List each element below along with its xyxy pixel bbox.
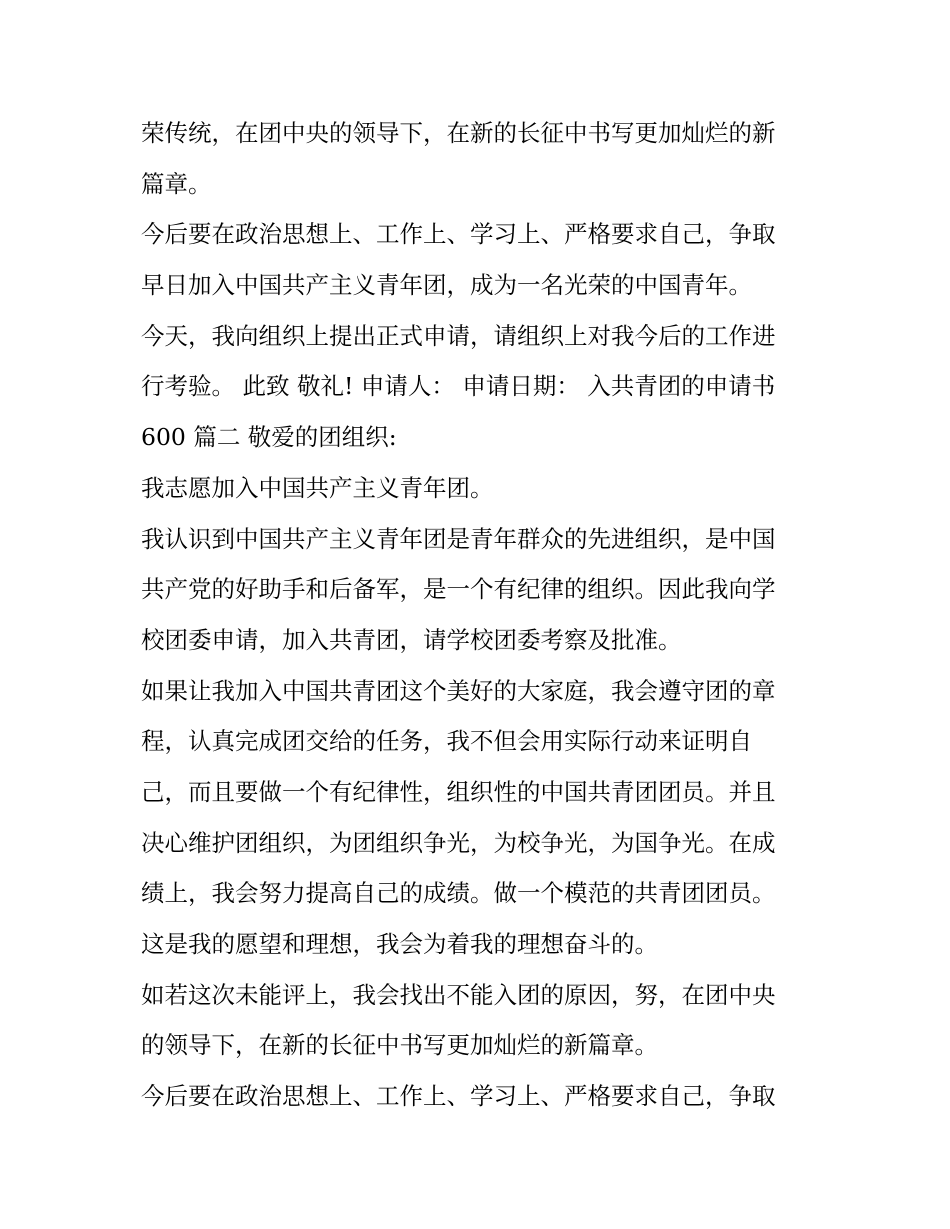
text-line: 的领导下，在新的长征中书写更加灿烂的新篇章。 bbox=[141, 1031, 658, 1060]
text-line: 己，而且要做一个有纪律性，组织性的中国共青团团员。并且 bbox=[141, 777, 776, 806]
text-line: 早日加入中国共产主义青年团，成为一名光荣的中国青年。 bbox=[141, 271, 752, 300]
text-line: 我志愿加入中国共产主义青年团。 bbox=[141, 473, 494, 502]
text-line: 程，认真完成团交给的任务，我不但会用实际行动来证明自 bbox=[141, 727, 752, 756]
text-line: 行考验。 此致 敬礼! 申请人： 申请日期： 入共青团的申请书 bbox=[141, 372, 776, 401]
text-line: 今后要在政治思想上、工作上、学习上、严格要求自己，争取 bbox=[141, 220, 776, 249]
text-line: 今天，我向组织上提出正式申请，请组织上对我今后的工作进 bbox=[141, 321, 776, 350]
body-text bbox=[141, 108, 821, 1122]
text-line: 如果让我加入中国共青团这个美好的大家庭，我会遵守团的章 bbox=[141, 676, 776, 705]
text-line: 决心维护团组织，为团组织争光，为校争光，为国争光。在成 bbox=[141, 828, 776, 857]
text-line: 共产党的好助手和后备军，是一个有纪律的组织。因此我向学 bbox=[141, 575, 776, 604]
text-line: 荣传统，在团中央的领导下，在新的长征中书写更加灿烂的新 bbox=[141, 119, 776, 147]
text-line: 校团委申请，加入共青团，请学校团委考察及批准。 bbox=[141, 625, 682, 654]
text-line: 今后要在政治思想上、工作上、学习上、严格要求自己，争取 bbox=[141, 1082, 776, 1111]
text-line: 如若这次未能评上，我会找出不能入团的原因，努，在团中央 bbox=[141, 980, 776, 1009]
text-line: 这是我的愿望和理想，我会为着我的理想奋斗的。 bbox=[141, 930, 658, 958]
text-line: 篇章。 bbox=[141, 169, 212, 198]
text-line: 600 篇二 敬爱的团组织: bbox=[141, 423, 397, 452]
text-line: 我认识到中国共产主义青年团是青年群众的先进组织，是中国 bbox=[141, 524, 776, 553]
text-line: 绩上，我会努力提高自己的成绩。做一个模范的共青团团员。 bbox=[141, 879, 776, 908]
